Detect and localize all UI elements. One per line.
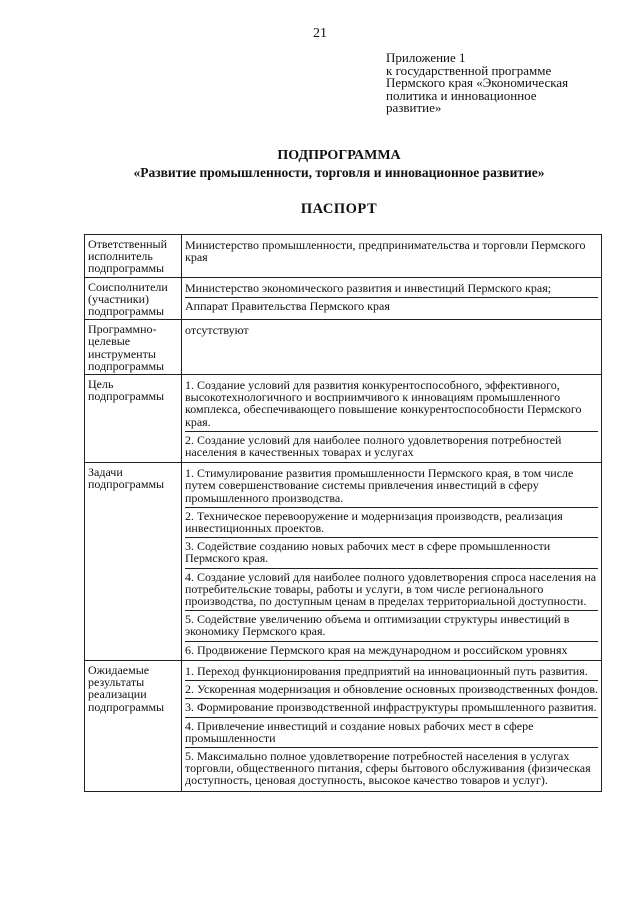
passport-row [85,660,602,791]
document-heading: ПОДПРОГРАММА [277,148,401,163]
row-content [182,463,602,661]
page-number: 21 [313,26,327,41]
row-item: 4. Создание условий для наиболее полного удовлетворения спроса населения на потребительские товары, работы и услуги, в том числе регионального производства, по доступным ценам в пределах территориальной доступности. [185,569,597,609]
row-label-line: подпрограммы [88,477,165,492]
row-item: отсутствуют [185,323,249,338]
row-item: 1. Стимулирование развития промышленности Пермского края, в том числе путем совершенствование системы привлечения инвестиций в сферу промышленного производства. [185,466,574,505]
row-content [182,277,602,320]
row-label-line: исполнитель [88,249,153,264]
appendix-line: Приложение 1 [386,50,466,65]
passport-row [85,463,602,661]
row-label [85,320,182,375]
row-label-line: подпрограммы [88,304,165,319]
appendix-line: Пермского края «Экономическая [386,75,569,90]
row-item: 6. Продвижение Пермского края на международном и российском уровнях [185,641,598,658]
passport-row [85,235,602,278]
row-content [182,375,602,463]
passport-row [85,277,602,320]
row-item: Министерство промышленности, предпринимательства и торговли Пермского края [185,238,586,265]
document-subtitle: «Развитие промышленности, торговля и инновационное развитие» [133,165,545,180]
row-label-line: Задачи [88,465,123,480]
row-item: 5. Содействие увеличению объема и оптимизации структуры инвестиций в экономику Пермского края. [185,610,598,639]
row-label-line: Программно- [88,322,157,337]
appendix-line: развитие» [386,100,442,115]
row-label [85,235,182,278]
row-label-line: реализации [88,687,147,702]
row-item: Аппарат Правительства Пермского края [185,297,598,314]
row-label [85,660,182,791]
passport-title: ПАСПОРТ [300,201,378,217]
passport-row [85,320,602,375]
row-item: 2. Создание условий для наиболее полного удовлетворения потребностей населения в качественных товарах и услугах [185,431,598,460]
row-label-line: результаты [88,675,145,690]
row-item: 3. Содействие созданию новых рабочих мест в сфере промышленности Пермского края. [185,537,598,566]
row-label-line: подпрограммы [88,261,165,276]
row-content [182,660,602,791]
row-label [85,375,182,463]
row-item: Министерство экономического развития и инвестиций Пермского края; [185,280,552,295]
row-item: 2. Ускоренная модернизация и обновление основных производственных фондов. [185,682,599,697]
row-item: 2. Техническое перевооружение и модернизация производств, реализация инвестиционных проектов. [185,507,598,536]
row-label-line: Ожидаемые [88,662,150,677]
row-item: 1. Переход функционирования предприятий на инновационный путь развития. [185,663,588,678]
row-label-line: Цель [88,377,114,392]
row-label-line: подпрограммы [88,358,165,373]
row-item: 3. Формирование производственной инфраструктуры промышленного развития. [185,700,597,715]
row-label-line: инструменты [88,346,156,361]
passport-table [84,234,602,792]
appendix-line: к государственной программе [386,62,552,78]
row-label-line: (участники) [88,291,150,306]
row-item: 4. Привлечение инвестиций и создание новых рабочих мест в сфере промышленности [185,717,598,746]
row-label-line: подпрограммы [88,389,165,404]
row-content [182,235,602,278]
row-label [85,277,182,320]
row-label-line: Ответственный [88,237,168,251]
row-item: 1. Создание условий для развития конкурентоспособного, эффективного, высокотехнологичного и восприимчивого к инновациям промышленного комплекса, обеспечивающего повышение конкурентоспособности Пермского края. [185,378,582,429]
row-label [85,463,182,661]
row-label-line: Соисполнители [88,279,168,294]
row-item: 5. Максимально полное удовлетворение потребностей населения в услугах торговли, общественного питания, сферы бытового обслуживания (физическая доступность, ценовая доступность, высокое качество товаров и услуг). [185,747,598,789]
passport-row [85,375,602,463]
row-label-line: целевые [88,334,131,349]
row-label-line: подпрограммы [88,699,165,714]
appendix-line: политика и инновационное [386,87,537,103]
appendix-note [386,52,616,115]
row-content [182,320,602,375]
